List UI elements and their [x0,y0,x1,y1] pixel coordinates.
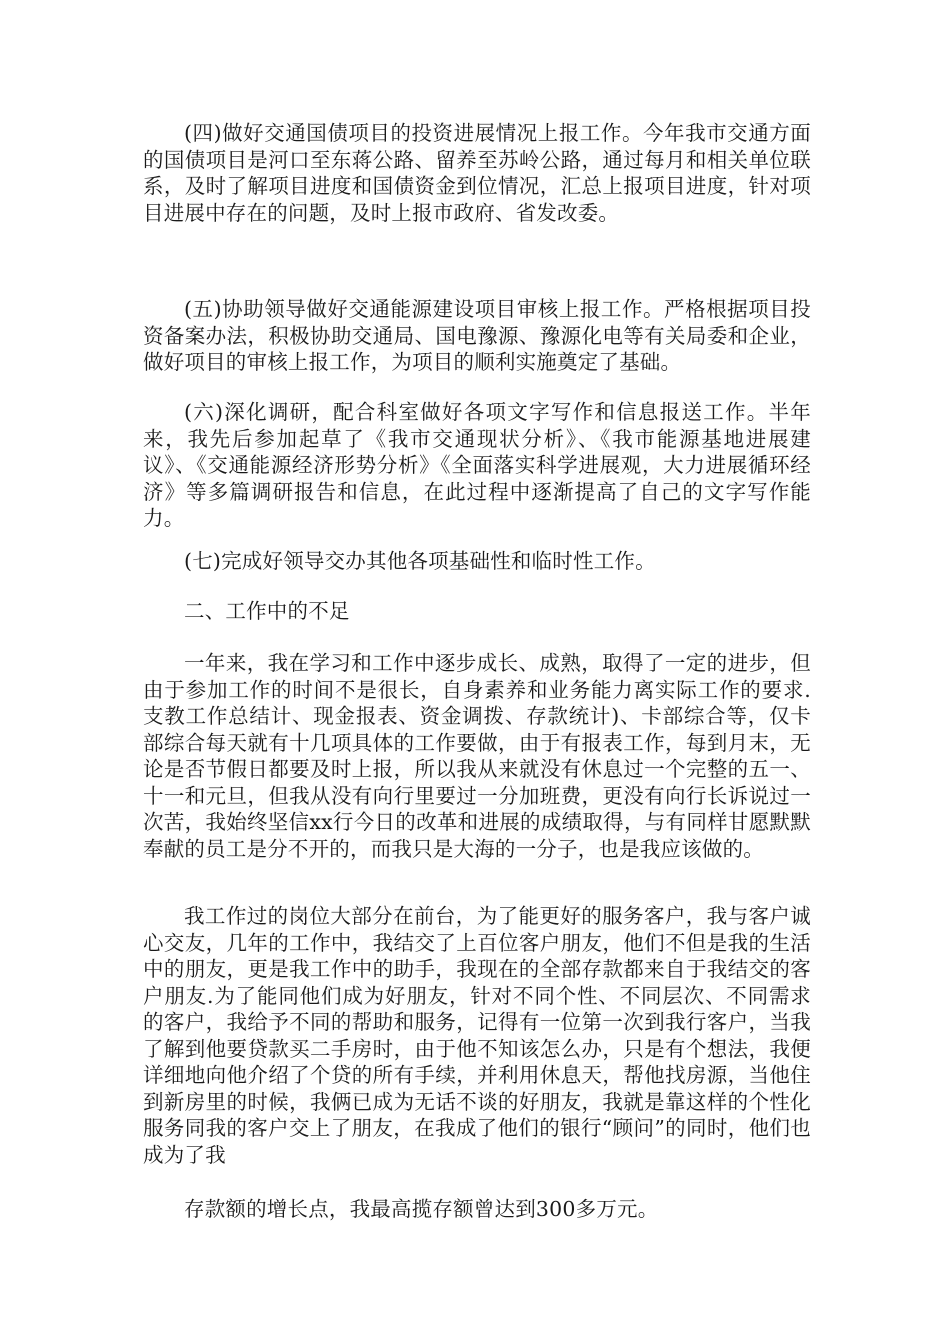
paragraph-year-review: 一年来，我在学习和工作中逐步成长、成熟，取得了一定的进步，但由于参加工作的时间不是很长，自身素养和业务能力离实际工作的要求.支教工作总结计、现金报表、资金调拨、存款统计)、卡部综合等，仅卡部综合每天就有十几项具体的工作要做，由于有报表工作，每到月末，无论是否节假日都要及时上报，所以我从来就没有休息过一个完整的五一、十一和元旦，但我从没有向行里要过一分加班费，更没有向行长诉说过一次苦，我始终坚信xx行今日的改革和进展的成绩取得，与有同样甘愿默默奉献的员工是分不开的，而我只是大海的一分子，也是我应该做的。 [143,651,811,861]
section-heading-shortcomings: 二、工作中的不足 [184,599,350,623]
paragraph-national-debt-projects: (四)做好交通国债项目的投资进展情况上报工作。今年我市交通方面的国债项目是河口至东蒋公路、留养至苏岭公路，通过每月和相关单位联系，及时了解项目进度和国债资金到位情况，汇总上报项目进度，针对项目进展中存在的问题，及时上报市政府、省发改委。 [143,121,811,225]
paragraph-deposit-growth: 存款额的增长点，我最高揽存额曾达到300多万元。 [184,1197,659,1221]
paragraph-energy-project-review: (五)协助领导做好交通能源建设项目审核上报工作。严格根据项目投资备案办法，积极协助交通局、国电豫源、豫源化电等有关局委和企业，做好项目的审核上报工作，为项目的顺利实施奠定了基础。 [143,297,811,374]
paragraph-research-writing: (六)深化调研，配合科室做好各项文字写作和信息报送工作。半年来，我先后参加起草了《我市交通现状分析》、《我市能源基地进展建议》、《交通能源经济形势分析》《全面落实科学进展观，大力进展循环经济》等多篇调研报告和信息，在此过程中逐渐提高了自己的文字写作能力。 [143,400,811,530]
paragraph-customer-service: 我工作过的岗位大部分在前台，为了能更好的服务客户，我与客户诚心交友，几年的工作中，我结交了上百位客户朋友，他们不但是我的生活中的朋友，更是我工作中的助手，我现在的全部存款都来自于我结交的客户朋友.为了能同他们成为好朋友，针对不同个性、不同层次、不同需求的客户，我给予不同的帮助和服务，记得有一位第一次到我行客户，当我了解到他要贷款买二手房时，由于他不知该怎么办，只是有个想法，我便详细地向他介绍了个贷的所有手续，并利用休息天，帮他找房源，当他住到新房里的时候，我俩已成为无话不谈的好朋友，我就是靠这样的个性化服务同我的客户交上了朋友，在我成了他们的银行“顾问”的同时，他们也成为了我 [143,904,811,1167]
paragraph-other-tasks: (七)完成好领导交办其他各项基础性和临时性工作。 [184,549,656,573]
